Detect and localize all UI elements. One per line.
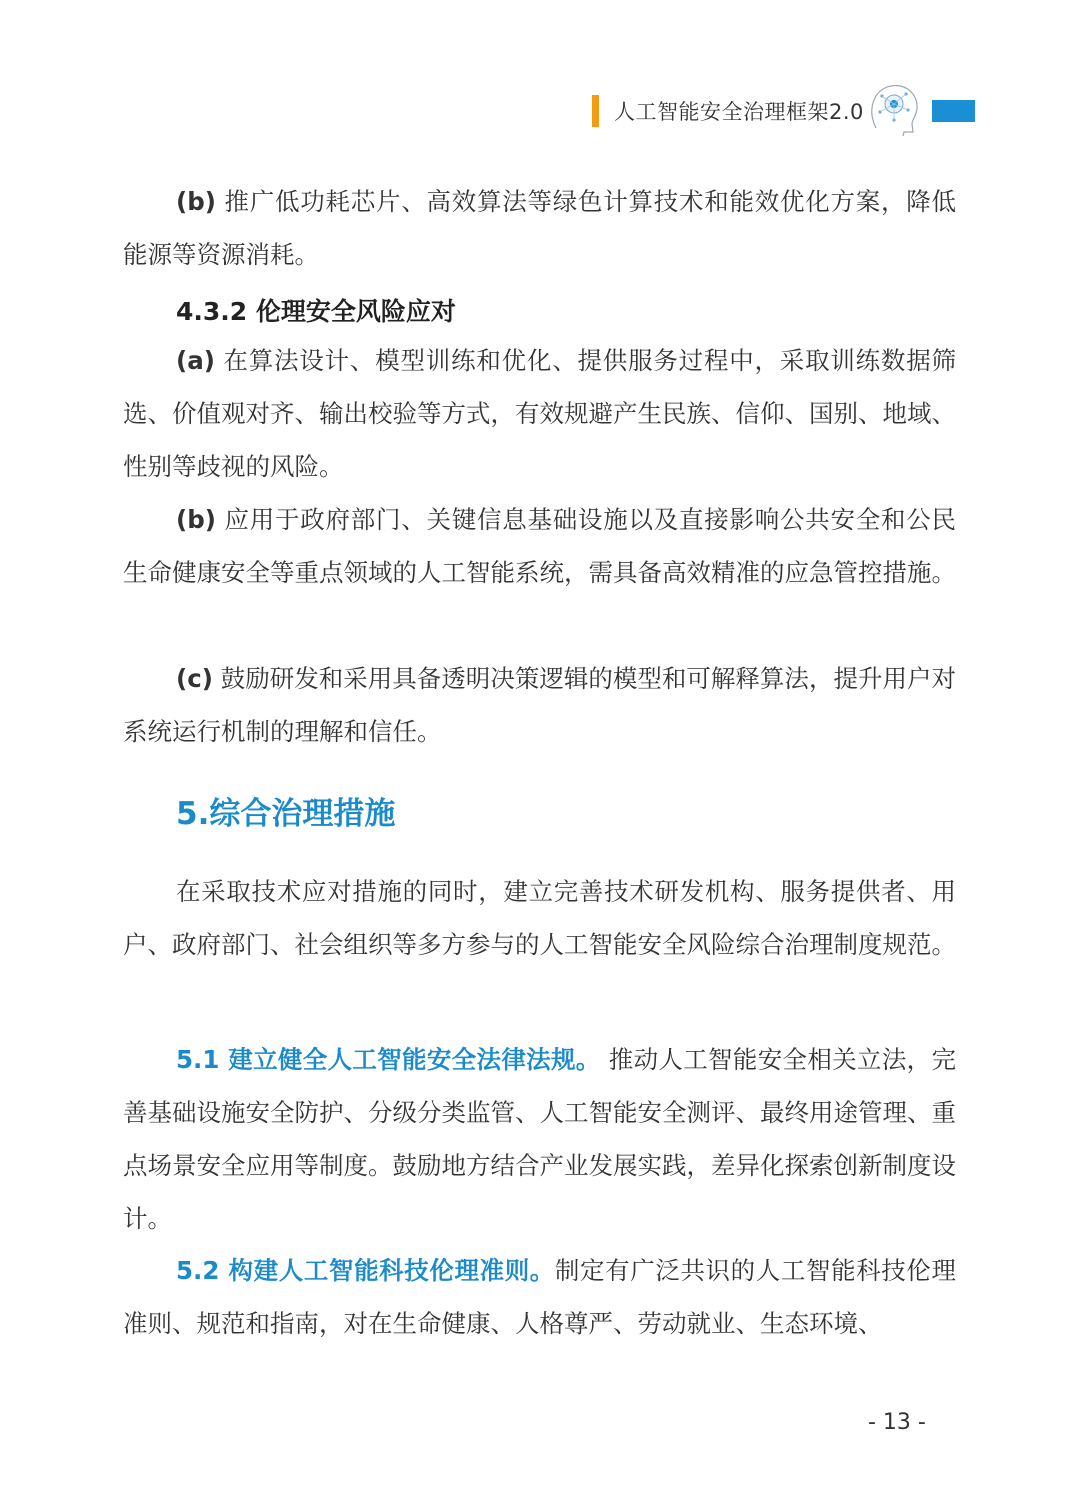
paragraph-text: 推广低功耗芯片、高效算法等绿色计算技术和能效优化方案，降低能源等资源消耗。	[123, 187, 956, 269]
subsection-heading-5-2: 5.2 构建人工智能科技伦理准则。	[176, 1256, 555, 1285]
paragraph-comprehensive-governance: 在采取技术应对措施的同时，建立完善技术研发机构、服务提供者、用户、政府部门、社会组织等多方参与的人工智能安全风险综合治理制度规范。	[123, 877, 956, 959]
section-heading-4-3-2: 4.3.2 伦理安全风险应对	[176, 297, 456, 326]
paragraph-5-1-laws	[123, 1033, 956, 1245]
paragraph-emergency-controls	[123, 493, 956, 599]
page-number: - 13 -	[868, 1410, 926, 1435]
item-label: (c)	[176, 664, 213, 693]
subsection-heading-5-1: 5.1 建立健全人工智能安全法律法规。	[176, 1045, 601, 1074]
paragraph-text: 鼓励研发和采用具备透明决策逻辑的模型和可解释算法，提升用户对系统运行机制的理解和信任。	[123, 664, 956, 746]
item-label: (a)	[176, 346, 215, 375]
section-heading-5: 5.综合治理措施	[176, 796, 396, 832]
header-title: 人工智能安全治理框架2.0	[614, 100, 864, 124]
ai-head-logo-icon	[866, 80, 922, 138]
header-accent-bar	[592, 95, 599, 127]
page-header	[0, 0, 1080, 150]
paragraph-text: 制定有广泛共识的人工智能科技伦理准则、规范和指南，对在生命健康、人格尊严、劳动就业、生态环境、	[123, 1256, 957, 1338]
paragraph-text: 应用于政府部门、关键信息基础设施以及直接影响公共安全和公民生命健康安全等重点领域的人工智能系统，需具备高效精准的应急管控措施。	[123, 505, 956, 587]
item-label: (b)	[176, 187, 216, 216]
paragraph-5-2-ethics	[123, 1244, 956, 1350]
paragraph-algorithm-bias	[123, 334, 956, 493]
paragraph-text: 推动人工智能安全相关立法，完善基础设施安全防护、分级分类监管、人工智能安全测评、最终用途管理、重点场景安全应用等制度。鼓励地方结合产业发展实践，差异化探索创新制度设计。	[123, 1045, 956, 1233]
paragraph-text: 在算法设计、模型训练和优化、提供服务过程中，采取训练数据筛选、价值观对齐、输出校验等方式，有效规避产生民族、信仰、国别、地域、性别等歧视的风险。	[123, 346, 956, 481]
header-blue-block	[932, 100, 975, 122]
paragraph-green-computing	[123, 175, 956, 281]
item-label: (b)	[176, 505, 216, 534]
paragraph-explainable-algorithms	[123, 652, 956, 758]
